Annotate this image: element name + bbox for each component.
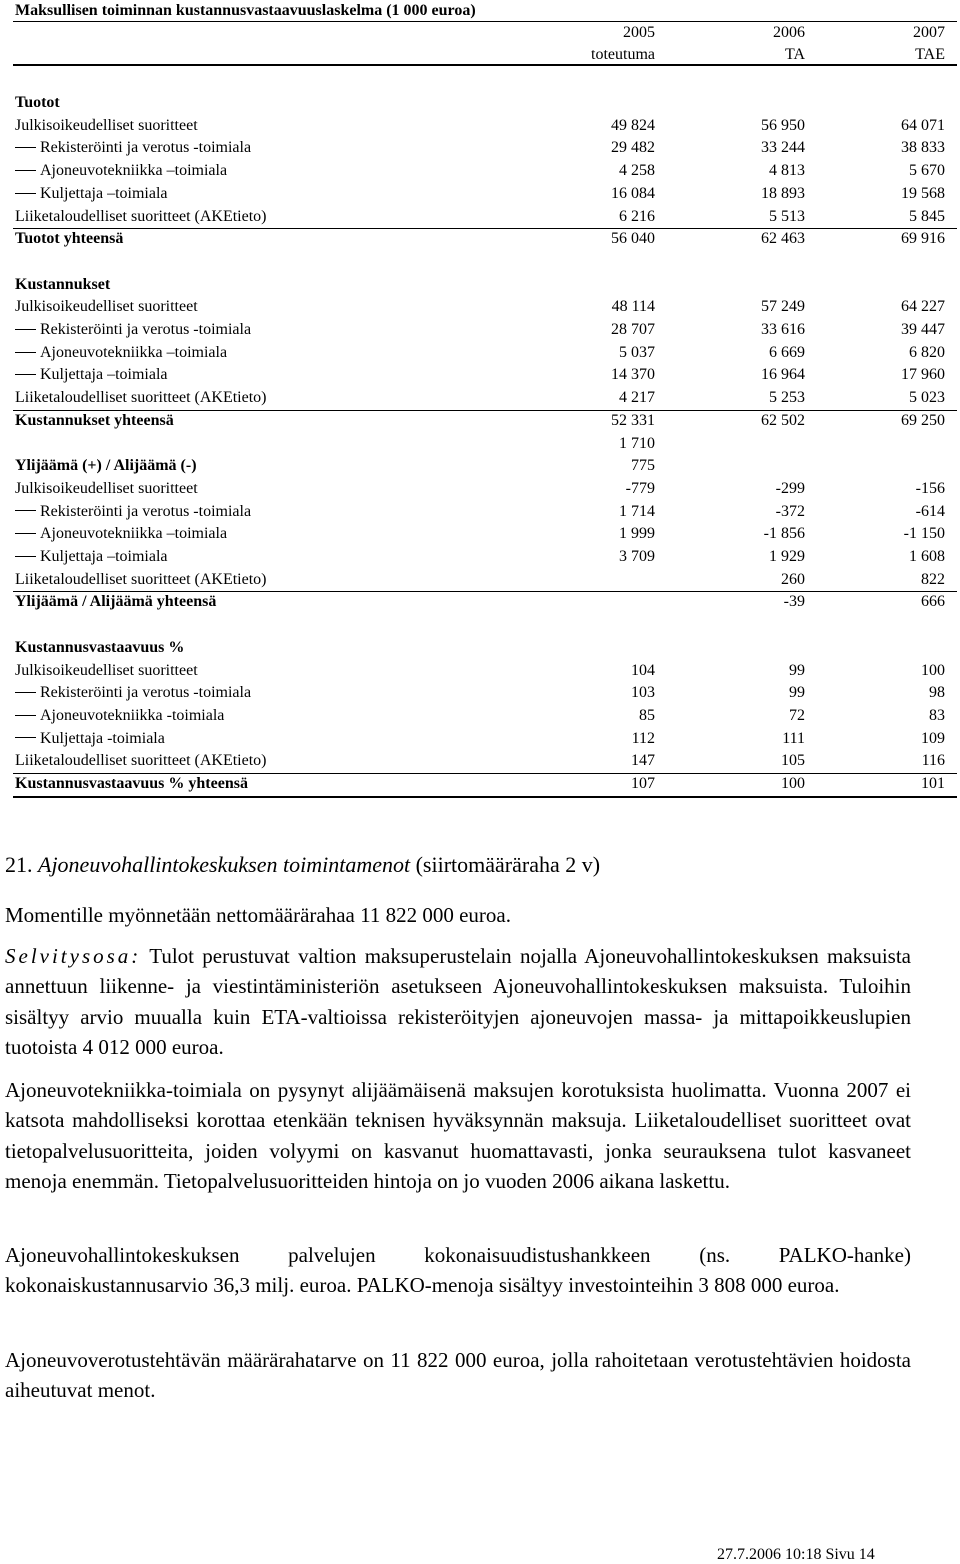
table-row <box>13 342 957 365</box>
row-label: Rekisteröinti ja verotus -toimiala <box>15 682 251 705</box>
row-label: Kuljettaja -toimiala <box>15 728 165 751</box>
row-value-2005: 1 710 <box>619 434 655 452</box>
table-row <box>13 637 957 660</box>
table-row <box>13 750 957 773</box>
row-value-2005: 16 084 <box>611 184 655 202</box>
header-year-2006: 2006 <box>773 24 805 41</box>
row-label: Kustannukset yhteensä <box>15 411 174 429</box>
row-value-2007: 64 071 <box>901 116 945 134</box>
table-row <box>13 478 957 501</box>
row-value-2005: 1 714 <box>619 502 655 520</box>
row-value-2007: 17 960 <box>901 366 945 384</box>
table-row <box>13 319 957 342</box>
row-value-2005: 29 482 <box>611 139 655 157</box>
row-value-2005: 103 <box>631 684 655 702</box>
row-value-2005: 104 <box>631 661 655 679</box>
row-value-2006: -1 856 <box>763 525 805 543</box>
header-sub-2006: TA <box>784 46 805 63</box>
row-value-2006: 111 <box>782 729 805 747</box>
row-value-2006: 72 <box>789 706 805 724</box>
row-label: Tuotot <box>15 94 60 111</box>
row-value-2006: 16 964 <box>761 366 805 384</box>
row-value-2005: 1 999 <box>619 525 655 543</box>
page-footer: 27.7.2006 10:18 Sivu 14 <box>717 1546 875 1563</box>
row-value-2007: 19 568 <box>901 184 945 202</box>
table-row <box>13 92 957 115</box>
table-row <box>13 137 957 160</box>
table-row <box>13 455 957 478</box>
row-label: Rekisteröinti ja verotus -toimiala <box>15 501 251 524</box>
row-value-2007: 5 023 <box>909 389 945 407</box>
row-value-2007: 69 250 <box>901 411 945 429</box>
row-value-2005: 5 037 <box>619 343 655 361</box>
total-rule <box>13 228 957 229</box>
row-label: Kustannusvastaavuus % <box>15 638 185 656</box>
row-value-2005: 49 824 <box>611 116 655 134</box>
table-row <box>13 569 957 592</box>
section-number: 21. <box>5 852 33 877</box>
row-value-2006: 5 513 <box>769 207 805 225</box>
row-label: Ajoneuvotekniikka -toimiala <box>15 705 224 728</box>
row-value-2007: 64 227 <box>901 298 945 316</box>
table-row <box>13 433 957 456</box>
row-value-2006: -299 <box>775 479 805 497</box>
row-value-2006: 99 <box>789 661 805 679</box>
table-header <box>13 22 957 66</box>
section-title: Ajoneuvohallintokeskuksen toimintamenot <box>38 852 411 877</box>
paragraph-appropriation: Momentille myönnetään nettomäärärahaa 11 822 000 euroa. <box>5 903 511 927</box>
row-value-2006: -39 <box>783 593 805 611</box>
table-row <box>13 728 957 751</box>
row-value-2006: 18 893 <box>761 184 805 202</box>
header-sub-2005: toteutuma <box>591 46 655 63</box>
table-row <box>13 660 957 683</box>
explanation-text: Tulot perustuvat valtion maksuperustelain nojalla Ajoneuvohallintokeskuksen maksuista annettuun liikenne- ja viestintäministeriön asetukseen Ajoneuvohallintokeskuksen maksuista. Tuloihin sisältyy arvio muualla kuin ETA-valtioissa rekisteröityjen ajoneuvojen massa- ja mittapoikkeuslupien tuotoista 4 012 000 euroa. <box>5 944 911 1060</box>
row-label: Liiketaloudelliset suoritteet (AKEtieto) <box>15 752 267 770</box>
header-sub-2007: TAE <box>915 46 945 63</box>
row-value-2005: 147 <box>631 752 655 770</box>
row-value-2006: 5 253 <box>769 389 805 407</box>
row-label: Julkisoikeudelliset suoritteet <box>15 661 198 679</box>
row-value-2005: 6 216 <box>619 207 655 225</box>
table-row <box>13 296 957 319</box>
row-label: Ajoneuvotekniikka –toimiala <box>15 523 227 546</box>
paragraph-palko: Ajoneuvohallintokeskuksen palvelujen kokonaisuudistushankkeen (ns. PALKO-hanke) kokonaiskustannusarvio 36,3 milj. euroa. PALKO-menoja sisältyy investointeihin 3 808 000 euroa. <box>5 1243 911 1298</box>
table-row <box>13 501 957 524</box>
row-value-2007: 38 833 <box>901 139 945 157</box>
row-value-2005: 4 258 <box>619 162 655 180</box>
row-label: Kustannukset <box>15 275 111 293</box>
row-value-2006: 1 929 <box>769 548 805 565</box>
row-value-2007: -614 <box>915 502 945 520</box>
row-value-2005: 775 <box>631 457 655 475</box>
row-value-2006: 6 669 <box>769 343 805 361</box>
row-value-2006: 33 616 <box>761 321 805 338</box>
paragraph-explanation <box>5 941 911 1063</box>
row-value-2005: 4 217 <box>619 389 655 407</box>
row-label: Liiketaloudelliset suoritteet (AKEtieto) <box>15 389 267 407</box>
row-label: Julkisoikeudelliset suoritteet <box>15 479 198 497</box>
row-value-2005: 3 709 <box>619 548 655 565</box>
row-value-2006: 62 463 <box>761 230 805 248</box>
total-rule <box>13 410 957 411</box>
row-label: Kuljettaja –toimiala <box>15 546 168 569</box>
table-row <box>13 228 957 251</box>
table-row <box>13 546 957 569</box>
row-value-2006: 100 <box>781 775 805 792</box>
row-value-2007: 6 820 <box>909 343 945 361</box>
row-value-2005: 14 370 <box>611 366 655 384</box>
table-row <box>13 206 957 229</box>
section-heading <box>5 852 600 878</box>
row-value-2006: 57 249 <box>761 298 805 316</box>
table-row <box>13 682 957 705</box>
row-value-2005: 48 114 <box>611 298 655 316</box>
row-value-2007: 822 <box>921 570 945 588</box>
row-value-2007: 5 845 <box>909 207 945 225</box>
header-year-2005: 2005 <box>623 24 655 41</box>
row-value-2007: 101 <box>921 775 945 792</box>
row-value-2007: 83 <box>929 706 945 724</box>
table-row <box>13 364 957 387</box>
row-label: Liiketaloudelliset suoritteet (AKEtieto) <box>15 207 267 225</box>
table-row <box>13 274 957 297</box>
row-value-2006: 56 950 <box>761 116 805 134</box>
table-row <box>13 115 957 138</box>
row-value-2007: 116 <box>921 752 945 770</box>
row-value-2005: 107 <box>631 775 655 792</box>
table-row <box>13 614 957 637</box>
table-row <box>13 160 957 183</box>
row-label: Ajoneuvotekniikka –toimiala <box>15 342 227 365</box>
table-title: Maksullisen toiminnan kustannusvastaavuuslaskelma (1 000 euroa) <box>13 0 957 22</box>
row-value-2007: 39 447 <box>901 321 945 338</box>
table-bottom-rule <box>13 796 957 798</box>
row-value-2005: 112 <box>631 729 655 747</box>
row-value-2007: 100 <box>921 661 945 679</box>
row-label: Julkisoikeudelliset suoritteet <box>15 298 198 316</box>
row-value-2006: 99 <box>789 684 805 702</box>
table-row <box>13 387 957 410</box>
row-value-2007: 98 <box>929 684 945 702</box>
table-row <box>13 183 957 206</box>
row-value-2006: 33 244 <box>761 139 805 157</box>
total-rule <box>13 773 957 774</box>
row-value-2006: 260 <box>781 570 805 588</box>
row-label: Ylijäämä / Alijäämä yhteensä <box>15 593 217 611</box>
row-label: Julkisoikeudelliset suoritteet <box>15 116 198 134</box>
table-row <box>13 251 957 274</box>
row-value-2007: -1 150 <box>903 525 945 543</box>
row-value-2007: 109 <box>921 729 945 747</box>
row-value-2006: -372 <box>775 502 805 520</box>
row-value-2006: 4 813 <box>769 162 805 180</box>
row-label: Rekisteröinti ja verotus -toimiala <box>15 319 251 342</box>
table-row <box>13 410 957 433</box>
row-value-2006: 105 <box>781 752 805 770</box>
row-value-2006: 62 502 <box>761 411 805 429</box>
table-row <box>13 773 957 796</box>
paragraph-taxation: Ajoneuvoverotustehtävän määrärahatarve on 11 822 000 euroa, jolla rahoitetaan verotustehtävien hoidosta aiheutuvat menot. <box>5 1348 911 1403</box>
row-label: Kustannusvastaavuus % yhteensä <box>15 775 248 792</box>
header-year-2007: 2007 <box>913 24 945 41</box>
row-value-2005: 52 331 <box>611 411 655 429</box>
row-value-2007: 666 <box>921 593 945 611</box>
row-value-2005: -779 <box>625 479 655 497</box>
row-label: Rekisteröinti ja verotus -toimiala <box>15 137 251 160</box>
row-value-2007: 69 916 <box>901 230 945 248</box>
paragraph-vehicle-technology: Ajoneuvotekniikka-toimiala on pysynyt alijäämäisenä maksujen korotuksista huolimatta. Vuonna 2007 ei katsota mahdolliseksi korottaa etenkään teknisen hyväksynnän maksuja. Liiketaloudelliset suoritteet ovat tietopalvelusuoritteita, joiden volyymi on kasvanut huomattavasti, jonka seurauksena tulot kasvaneet menoja enemmän. Tietopalvelusuoritteiden hintoja on jo vuoden 2006 aikana laskettu. <box>5 1078 911 1194</box>
row-label: Ajoneuvotekniikka –toimiala <box>15 160 227 183</box>
row-label: Kuljettaja –toimiala <box>15 364 168 387</box>
row-label: Ylijäämä (+) / Alijäämä (-) <box>15 457 197 475</box>
row-value-2007: 5 670 <box>909 162 945 180</box>
row-value-2005: 85 <box>639 706 655 724</box>
row-label: Liiketaloudelliset suoritteet (AKEtieto) <box>15 570 267 588</box>
row-label: Tuotot yhteensä <box>15 230 124 248</box>
table-row <box>13 705 957 728</box>
total-rule <box>13 591 957 592</box>
row-value-2005: 56 040 <box>611 230 655 248</box>
table-row <box>13 591 957 614</box>
explanation-lead: Selvitysosa: <box>5 944 142 968</box>
row-value-2007: -156 <box>915 479 945 497</box>
table-row <box>13 523 957 546</box>
row-label: Kuljettaja –toimiala <box>15 183 168 206</box>
section-suffix: (siirtomääräraha 2 v) <box>415 852 601 877</box>
row-value-2007: 1 608 <box>909 548 945 565</box>
row-value-2005: 28 707 <box>611 321 655 338</box>
